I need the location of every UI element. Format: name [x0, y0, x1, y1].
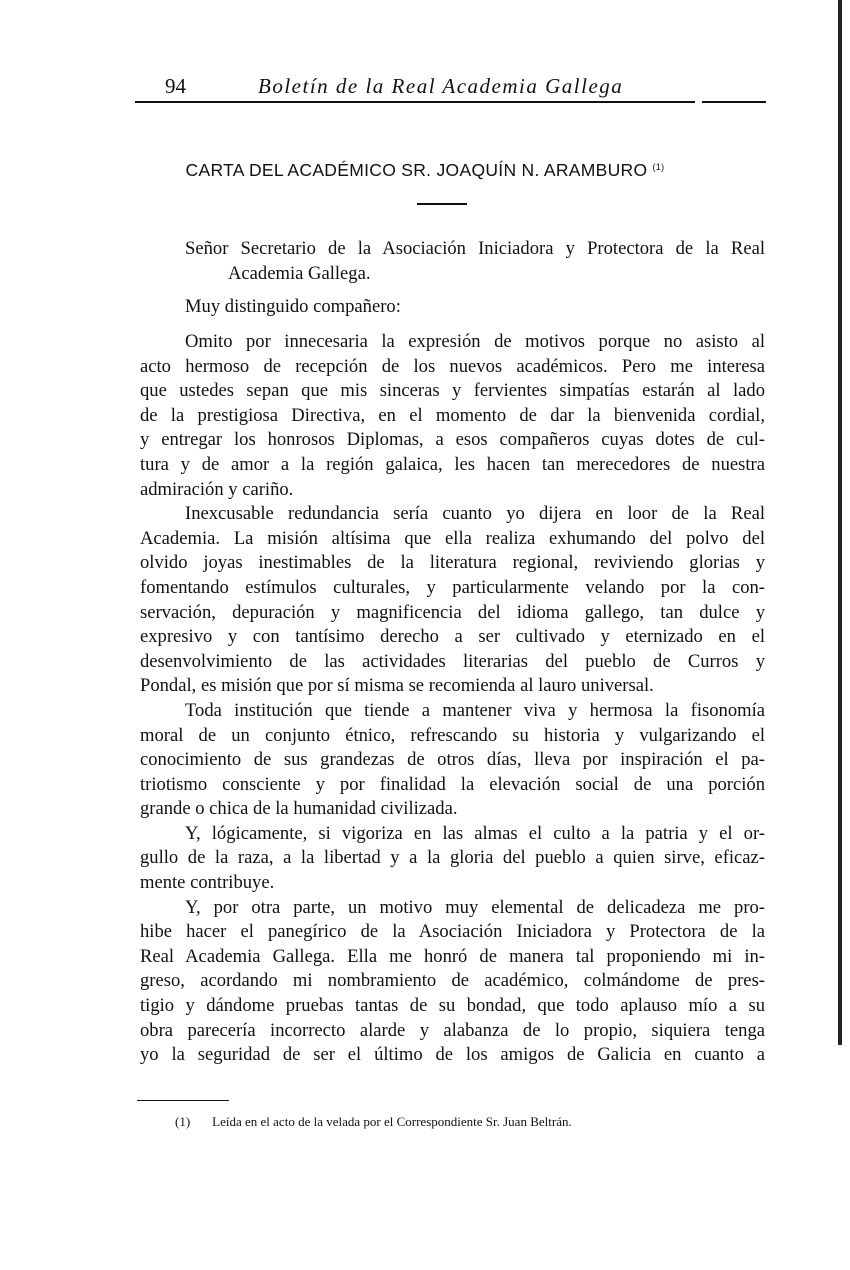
text-line: tura y de amor a la región galaica, les hacen tan merecedores de nuestra: [140, 453, 765, 475]
text-line: Academia. La misión altísima que ella realiza exhumando del polvo del: [140, 527, 765, 549]
text-line: y entregar los honrosos Diplomas, a esos compañeros cuyas dotes de cul-: [140, 429, 765, 451]
text-line: hibe hacer el panegírico de la Asociación Iniciadora y Protectora de la: [140, 921, 765, 943]
text-line: servación, depuración y magnificencia del idioma gallego, tan dulce y: [140, 601, 765, 623]
text-line: conocimiento de sus grandezas de otros días, lleva por inspiración el pa-: [140, 749, 765, 771]
text-line: de la prestigiosa Directiva, en el momento de dar la bienvenida cordial,: [140, 404, 765, 426]
text-line: Omito por innecesaria la expresión de motivos porque no asisto al: [185, 331, 765, 352]
salutation-line: Academia Gallega.: [228, 262, 371, 284]
text-line: tigio y dándome pruebas tantas de su bondad, que todo aplauso mío a su: [140, 995, 765, 1017]
text-line: Inexcusable redundancia sería cuanto yo dijera en loor de la Real: [185, 503, 765, 525]
header-rule: [135, 101, 695, 103]
text-line: acto hermoso de recepción de los nuevos académicos. Pero me interesa: [140, 355, 765, 377]
footnote-mark: (1): [175, 1114, 191, 1129]
text-line: mente contribuye.: [140, 872, 275, 894]
footnote-text: Leída en el acto de la velada por el Correspondiente Sr. Juan Beltrán.: [212, 1114, 572, 1129]
paragraph: [140, 330, 765, 502]
paragraph: [140, 822, 765, 896]
greeting: [140, 295, 765, 320]
text-line: Y, por otra parte, un motivo muy elemental de delicadeza me pro-: [185, 896, 765, 918]
running-header: [160, 72, 770, 102]
text-line: grande o chica de la humanidad civilizada.: [140, 798, 458, 820]
text-line: moral de un conjunto étnico, refrescando su historia y vulgarizando el: [140, 724, 765, 746]
text-line: olvido joyas inestimables de la literatura regional, reviviendo glorias y: [140, 552, 765, 574]
text-line: Y, lógicamente, si vigoriza en las almas el culto a la patria y el or-: [185, 822, 765, 844]
header-rule-right: [702, 101, 766, 103]
article-title-text: CARTA DEL ACADÉMICO SR. JOAQUÍN N. ARAMBURO: [185, 160, 648, 180]
page-edge-shadow: [838, 0, 842, 1045]
salutation: [140, 237, 765, 286]
title-rule: [417, 203, 467, 205]
text-line: Toda institución que tiende a mantener viva y hermosa la fisonomía: [185, 699, 765, 721]
text-line: que ustedes sepan que mis sinceras y fervientes simpatías estarán al lado: [140, 380, 765, 402]
salutation-line: Señor Secretario de la Asociación Iniciadora y Protectora de la Real: [185, 238, 765, 259]
text-line: gullo de la raza, a la libertad y a la gloria del pueblo a quien sirve, eficaz-: [140, 847, 765, 869]
footnote-reference: (1): [652, 162, 665, 172]
footnote-rule: [137, 1100, 229, 1101]
paragraph: [140, 502, 765, 699]
running-title: Boletín de la Real Academia Gallega: [258, 74, 624, 98]
paragraph: [140, 699, 765, 822]
text-line: Real Academia Gallega. Ella me honró de manera tal proponiendo mi in-: [140, 945, 765, 967]
text-line: yo la seguridad de ser el último de los amigos de Galicia en cuanto a: [140, 1044, 765, 1066]
text-line: triotismo consciente y por finalidad la elevación social de una porción: [140, 773, 765, 795]
text-line: fomentando estímulos culturales, y particularmente velando por la con-: [140, 576, 765, 598]
text-line: obra parecería incorrecto alarde y alabanza de lo propio, siquiera tenga: [140, 1019, 765, 1041]
text-line: Pondal, es misión que por sí misma se recomienda al lauro universal.: [140, 675, 654, 697]
paragraph: [140, 896, 765, 1068]
article-title: [0, 160, 850, 181]
text-line: desenvolvimiento de las actividades literarias del pueblo de Curros y: [140, 650, 765, 672]
greeting-line: Muy distinguido compañero:: [185, 296, 401, 317]
text-line: greso, acordando mi nombramiento de académico, colmándome de pres-: [140, 970, 765, 992]
letter-body: [140, 330, 765, 1068]
text-line: admiración y cariño.: [140, 478, 294, 500]
footnote: [175, 1114, 594, 1130]
text-line: expresivo y con tantísimo derecho a ser cultivado y eternizado en el: [140, 626, 765, 648]
page-number: 94: [165, 74, 186, 98]
